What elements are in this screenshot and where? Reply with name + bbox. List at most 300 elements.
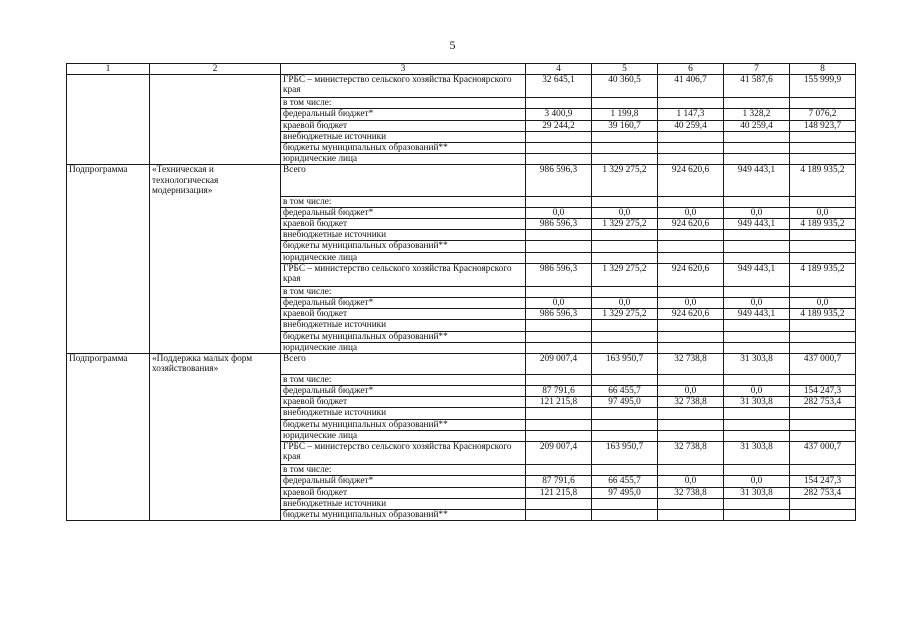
- amount-cell: 986 596,3: [526, 218, 592, 229]
- amount-cell: 32 738,8: [658, 353, 724, 374]
- amount-cell: [658, 143, 724, 154]
- category-cell: [67, 386, 150, 397]
- amount-cell: 87 791,6: [526, 476, 592, 487]
- amount-cell: [592, 286, 658, 297]
- amount-cell: [790, 252, 856, 263]
- table-row: [67, 331, 856, 342]
- table-row: [67, 241, 856, 252]
- category-cell: [67, 252, 150, 263]
- amount-cell: 0,0: [790, 207, 856, 218]
- amount-cell: 163 950,7: [592, 353, 658, 374]
- amount-cell: 32 738,8: [658, 442, 724, 465]
- amount-cell: [658, 196, 724, 207]
- amount-cell: [526, 342, 592, 353]
- amount-cell: 437 000,7: [790, 442, 856, 465]
- amount-cell: 437 000,7: [790, 353, 856, 374]
- table-row: [67, 98, 856, 109]
- amount-cell: [526, 98, 592, 109]
- amount-cell: [592, 252, 658, 263]
- funding-source-cell: внебюджетные источники: [281, 498, 526, 509]
- amount-cell: 40 259,4: [724, 120, 790, 131]
- table-row: [67, 353, 856, 374]
- category-cell: [67, 120, 150, 131]
- amount-cell: [658, 230, 724, 241]
- amount-cell: [724, 98, 790, 109]
- amount-cell: 32 738,8: [658, 397, 724, 408]
- amount-cell: [526, 498, 592, 509]
- category-cell: Подпрограмма: [67, 353, 150, 374]
- table-row: [67, 509, 856, 520]
- amount-cell: [724, 131, 790, 142]
- amount-cell: 0,0: [790, 297, 856, 308]
- program-name-cell: [150, 408, 281, 419]
- funding-source-cell: в том числе:: [281, 465, 526, 476]
- table-row: [67, 252, 856, 263]
- amount-cell: 0,0: [592, 297, 658, 308]
- amount-cell: 31 303,8: [724, 353, 790, 374]
- amount-cell: [592, 374, 658, 385]
- amount-cell: [658, 374, 724, 385]
- budget-table: [66, 63, 856, 521]
- amount-cell: [592, 419, 658, 430]
- amount-cell: [790, 143, 856, 154]
- funding-source-cell: бюджеты муниципальных образований**: [281, 241, 526, 252]
- amount-cell: [526, 430, 592, 441]
- amount-cell: [592, 241, 658, 252]
- amount-cell: [526, 465, 592, 476]
- amount-cell: [526, 252, 592, 263]
- amount-cell: 163 950,7: [592, 442, 658, 465]
- table-row: [67, 131, 856, 142]
- amount-cell: [790, 196, 856, 207]
- amount-cell: [724, 320, 790, 331]
- amount-cell: [724, 430, 790, 441]
- amount-cell: [526, 408, 592, 419]
- amount-cell: [658, 154, 724, 165]
- amount-cell: 121 215,8: [526, 397, 592, 408]
- amount-cell: 949 443,1: [724, 165, 790, 196]
- category-cell: [67, 331, 150, 342]
- category-cell: [67, 342, 150, 353]
- table-row: [67, 218, 856, 229]
- table-row: [67, 342, 856, 353]
- program-name-cell: [150, 207, 281, 218]
- category-cell: [67, 98, 150, 109]
- table-row: [67, 442, 856, 465]
- amount-cell: 155 999,9: [790, 75, 856, 98]
- category-cell: [67, 286, 150, 297]
- program-name-cell: [150, 143, 281, 154]
- amount-cell: 1 329 275,2: [592, 165, 658, 196]
- program-name-cell: [150, 498, 281, 509]
- category-cell: [67, 241, 150, 252]
- amount-cell: 40 360,5: [592, 75, 658, 98]
- amount-cell: 1 329 275,2: [592, 263, 658, 286]
- table-row: [67, 419, 856, 430]
- program-name-cell: [150, 476, 281, 487]
- amount-cell: 1 329 275,2: [592, 309, 658, 320]
- amount-cell: 986 596,3: [526, 263, 592, 286]
- category-cell: [67, 143, 150, 154]
- amount-cell: [592, 430, 658, 441]
- amount-cell: [790, 320, 856, 331]
- table-row: [67, 297, 856, 308]
- program-name-cell: [150, 465, 281, 476]
- program-name-cell: [150, 252, 281, 263]
- amount-cell: 148 923,7: [790, 120, 856, 131]
- category-cell: [67, 196, 150, 207]
- funding-source-cell: юридические лица: [281, 430, 526, 441]
- funding-source-cell: федеральный бюджет*: [281, 476, 526, 487]
- header-cell: 5: [592, 64, 658, 75]
- amount-cell: [724, 143, 790, 154]
- funding-source-cell: бюджеты муниципальных образований**: [281, 331, 526, 342]
- amount-cell: [724, 374, 790, 385]
- amount-cell: [526, 230, 592, 241]
- category-cell: [67, 430, 150, 441]
- funding-source-cell: федеральный бюджет*: [281, 386, 526, 397]
- program-name-cell: [150, 331, 281, 342]
- amount-cell: [790, 374, 856, 385]
- table-row: [67, 120, 856, 131]
- column-number-header: [67, 64, 856, 75]
- amount-cell: [658, 430, 724, 441]
- category-cell: [67, 397, 150, 408]
- amount-cell: 949 443,1: [724, 263, 790, 286]
- program-name-cell: [150, 109, 281, 120]
- funding-source-cell: краевой бюджет: [281, 309, 526, 320]
- amount-cell: [592, 196, 658, 207]
- program-name-cell: [150, 419, 281, 430]
- amount-cell: 97 495,0: [592, 487, 658, 498]
- amount-cell: [592, 498, 658, 509]
- funding-source-cell: в том числе:: [281, 374, 526, 385]
- amount-cell: 41 406,7: [658, 75, 724, 98]
- amount-cell: [526, 196, 592, 207]
- program-name-cell: [150, 75, 281, 98]
- funding-source-cell: бюджеты муниципальных образований**: [281, 509, 526, 520]
- amount-cell: 4 189 935,2: [790, 309, 856, 320]
- amount-cell: 87 791,6: [526, 386, 592, 397]
- amount-cell: [724, 465, 790, 476]
- amount-cell: [790, 465, 856, 476]
- amount-cell: 0,0: [724, 476, 790, 487]
- amount-cell: [592, 320, 658, 331]
- amount-cell: [658, 131, 724, 142]
- header-cell: 7: [724, 64, 790, 75]
- amount-cell: 4 189 935,2: [790, 263, 856, 286]
- category-cell: [67, 509, 150, 520]
- funding-source-cell: в том числе:: [281, 286, 526, 297]
- amount-cell: 924 620,6: [658, 309, 724, 320]
- funding-source-cell: краевой бюджет: [281, 397, 526, 408]
- amount-cell: 97 495,0: [592, 397, 658, 408]
- category-cell: [67, 442, 150, 465]
- amount-cell: 154 247,3: [790, 476, 856, 487]
- program-name-cell: [150, 374, 281, 385]
- amount-cell: [526, 419, 592, 430]
- funding-source-cell: Всего: [281, 165, 526, 196]
- amount-cell: [526, 154, 592, 165]
- amount-cell: [724, 286, 790, 297]
- amount-cell: [658, 408, 724, 419]
- amount-cell: 41 587,6: [724, 75, 790, 98]
- amount-cell: 282 753,4: [790, 397, 856, 408]
- amount-cell: 32 645,1: [526, 75, 592, 98]
- category-cell: [67, 263, 150, 286]
- funding-source-cell: внебюджетные источники: [281, 408, 526, 419]
- funding-source-cell: ГРБС – министерство сельского хозяйства Красноярского края: [281, 263, 526, 286]
- amount-cell: [592, 342, 658, 353]
- program-name-cell: [150, 286, 281, 297]
- amount-cell: 0,0: [526, 297, 592, 308]
- program-name-cell: [150, 320, 281, 331]
- program-name-cell: [150, 386, 281, 397]
- funding-source-cell: юридические лица: [281, 154, 526, 165]
- table-row: [67, 143, 856, 154]
- amount-cell: [790, 98, 856, 109]
- amount-cell: [790, 286, 856, 297]
- table-row: [67, 498, 856, 509]
- amount-cell: [724, 230, 790, 241]
- amount-cell: 1 329 275,2: [592, 218, 658, 229]
- amount-cell: 0,0: [658, 386, 724, 397]
- category-cell: [67, 408, 150, 419]
- amount-cell: [658, 498, 724, 509]
- funding-source-cell: Всего: [281, 353, 526, 374]
- amount-cell: [526, 143, 592, 154]
- amount-cell: 0,0: [658, 207, 724, 218]
- header-cell: 4: [526, 64, 592, 75]
- table-row: [67, 230, 856, 241]
- amount-cell: 949 443,1: [724, 218, 790, 229]
- funding-source-cell: федеральный бюджет*: [281, 297, 526, 308]
- category-cell: [67, 498, 150, 509]
- amount-cell: [526, 286, 592, 297]
- amount-cell: 924 620,6: [658, 165, 724, 196]
- amount-cell: 31 303,8: [724, 442, 790, 465]
- amount-cell: 3 400,9: [526, 109, 592, 120]
- amount-cell: [658, 331, 724, 342]
- table-row: [67, 487, 856, 498]
- amount-cell: [724, 408, 790, 419]
- amount-cell: [526, 374, 592, 385]
- funding-source-cell: юридические лица: [281, 252, 526, 263]
- amount-cell: 29 244,2: [526, 120, 592, 131]
- table-row: [67, 309, 856, 320]
- category-cell: [67, 476, 150, 487]
- funding-source-cell: ГРБС – министерство сельского хозяйства Красноярского края: [281, 442, 526, 465]
- amount-cell: 0,0: [724, 386, 790, 397]
- funding-source-cell: ГРБС – министерство сельского хозяйства Красноярского края: [281, 75, 526, 98]
- category-cell: [67, 109, 150, 120]
- category-cell: [67, 419, 150, 430]
- program-name-cell: [150, 120, 281, 131]
- header-cell: 2: [150, 64, 281, 75]
- category-cell: [67, 487, 150, 498]
- category-cell: Подпрограмма: [67, 165, 150, 196]
- table-row: [67, 263, 856, 286]
- table-row: [67, 207, 856, 218]
- amount-cell: [790, 230, 856, 241]
- table-row: [67, 165, 856, 196]
- amount-cell: 31 303,8: [724, 397, 790, 408]
- category-cell: [67, 207, 150, 218]
- program-name-cell: [150, 263, 281, 286]
- amount-cell: [592, 131, 658, 142]
- table-row: [67, 75, 856, 98]
- category-cell: [67, 218, 150, 229]
- program-name-cell: [150, 309, 281, 320]
- program-name-cell: [150, 131, 281, 142]
- header-cell: 1: [67, 64, 150, 75]
- amount-cell: [724, 498, 790, 509]
- table-row: [67, 397, 856, 408]
- amount-cell: [790, 131, 856, 142]
- category-cell: [67, 75, 150, 98]
- amount-cell: [658, 241, 724, 252]
- program-name-cell: [150, 397, 281, 408]
- category-cell: [67, 465, 150, 476]
- amount-cell: [592, 331, 658, 342]
- amount-cell: [658, 509, 724, 520]
- amount-cell: [790, 342, 856, 353]
- amount-cell: 40 259,4: [658, 120, 724, 131]
- amount-cell: [790, 498, 856, 509]
- amount-cell: 66 455,7: [592, 386, 658, 397]
- funding-source-cell: бюджеты муниципальных образований**: [281, 419, 526, 430]
- amount-cell: [724, 241, 790, 252]
- program-name-cell: [150, 154, 281, 165]
- category-cell: [67, 297, 150, 308]
- amount-cell: 39 160,7: [592, 120, 658, 131]
- amount-cell: [592, 98, 658, 109]
- amount-cell: [724, 342, 790, 353]
- header-cell: 6: [658, 64, 724, 75]
- amount-cell: [592, 154, 658, 165]
- amount-cell: [592, 143, 658, 154]
- amount-cell: 31 303,8: [724, 487, 790, 498]
- program-name-cell: [150, 487, 281, 498]
- program-name-cell: [150, 98, 281, 109]
- amount-cell: [724, 154, 790, 165]
- amount-cell: 66 455,7: [592, 476, 658, 487]
- amount-cell: [790, 331, 856, 342]
- page-number: 5: [449, 38, 456, 52]
- amount-cell: [790, 408, 856, 419]
- table-row: [67, 430, 856, 441]
- amount-cell: 0,0: [592, 207, 658, 218]
- funding-source-cell: бюджеты муниципальных образований**: [281, 143, 526, 154]
- table-row: [67, 408, 856, 419]
- amount-cell: [658, 286, 724, 297]
- amount-cell: 986 596,3: [526, 165, 592, 196]
- program-name-cell: «Техническая и технологическая модернизация»: [150, 165, 281, 196]
- program-name-cell: [150, 218, 281, 229]
- header-cell: 3: [281, 64, 526, 75]
- program-name-cell: [150, 342, 281, 353]
- funding-source-cell: юридические лица: [281, 342, 526, 353]
- amount-cell: 1 147,3: [658, 109, 724, 120]
- amount-cell: 924 620,6: [658, 218, 724, 229]
- program-name-cell: «Поддержка малых форм хозяйствования»: [150, 353, 281, 374]
- amount-cell: [592, 230, 658, 241]
- amount-cell: 154 247,3: [790, 386, 856, 397]
- amount-cell: 0,0: [724, 207, 790, 218]
- amount-cell: [790, 430, 856, 441]
- category-cell: [67, 131, 150, 142]
- program-name-cell: [150, 230, 281, 241]
- category-cell: [67, 230, 150, 241]
- funding-source-cell: внебюджетные источники: [281, 131, 526, 142]
- table-body: [67, 75, 856, 521]
- amount-cell: 0,0: [724, 297, 790, 308]
- program-name-cell: [150, 430, 281, 441]
- table-row: [67, 465, 856, 476]
- amount-cell: [724, 252, 790, 263]
- category-cell: [67, 320, 150, 331]
- funding-source-cell: краевой бюджет: [281, 120, 526, 131]
- amount-cell: [790, 154, 856, 165]
- amount-cell: [526, 241, 592, 252]
- amount-cell: 0,0: [658, 476, 724, 487]
- amount-cell: [526, 320, 592, 331]
- header-cell: 8: [790, 64, 856, 75]
- funding-source-cell: внебюджетные источники: [281, 230, 526, 241]
- amount-cell: 209 007,4: [526, 353, 592, 374]
- amount-cell: [592, 509, 658, 520]
- program-name-cell: [150, 442, 281, 465]
- budget-table-container: [66, 63, 855, 521]
- amount-cell: [724, 419, 790, 430]
- category-cell: [67, 154, 150, 165]
- amount-cell: [658, 98, 724, 109]
- amount-cell: [658, 419, 724, 430]
- funding-source-cell: внебюджетные источники: [281, 320, 526, 331]
- funding-source-cell: краевой бюджет: [281, 218, 526, 229]
- amount-cell: [724, 509, 790, 520]
- amount-cell: [592, 408, 658, 419]
- table-row: [67, 386, 856, 397]
- amount-cell: 4 189 935,2: [790, 218, 856, 229]
- amount-cell: 209 007,4: [526, 442, 592, 465]
- amount-cell: [790, 419, 856, 430]
- amount-cell: [724, 196, 790, 207]
- amount-cell: 924 620,6: [658, 263, 724, 286]
- funding-source-cell: краевой бюджет: [281, 487, 526, 498]
- amount-cell: [658, 342, 724, 353]
- table-row: [67, 476, 856, 487]
- amount-cell: [724, 331, 790, 342]
- amount-cell: [658, 320, 724, 331]
- program-name-cell: [150, 297, 281, 308]
- amount-cell: 32 738,8: [658, 487, 724, 498]
- funding-source-cell: федеральный бюджет*: [281, 207, 526, 218]
- amount-cell: [790, 241, 856, 252]
- amount-cell: [658, 465, 724, 476]
- table-row: [67, 154, 856, 165]
- amount-cell: [526, 131, 592, 142]
- amount-cell: [658, 252, 724, 263]
- amount-cell: 949 443,1: [724, 309, 790, 320]
- funding-source-cell: в том числе:: [281, 98, 526, 109]
- table-row: [67, 286, 856, 297]
- amount-cell: 0,0: [658, 297, 724, 308]
- table-row: [67, 109, 856, 120]
- program-name-cell: [150, 509, 281, 520]
- amount-cell: [526, 509, 592, 520]
- amount-cell: 986 596,3: [526, 309, 592, 320]
